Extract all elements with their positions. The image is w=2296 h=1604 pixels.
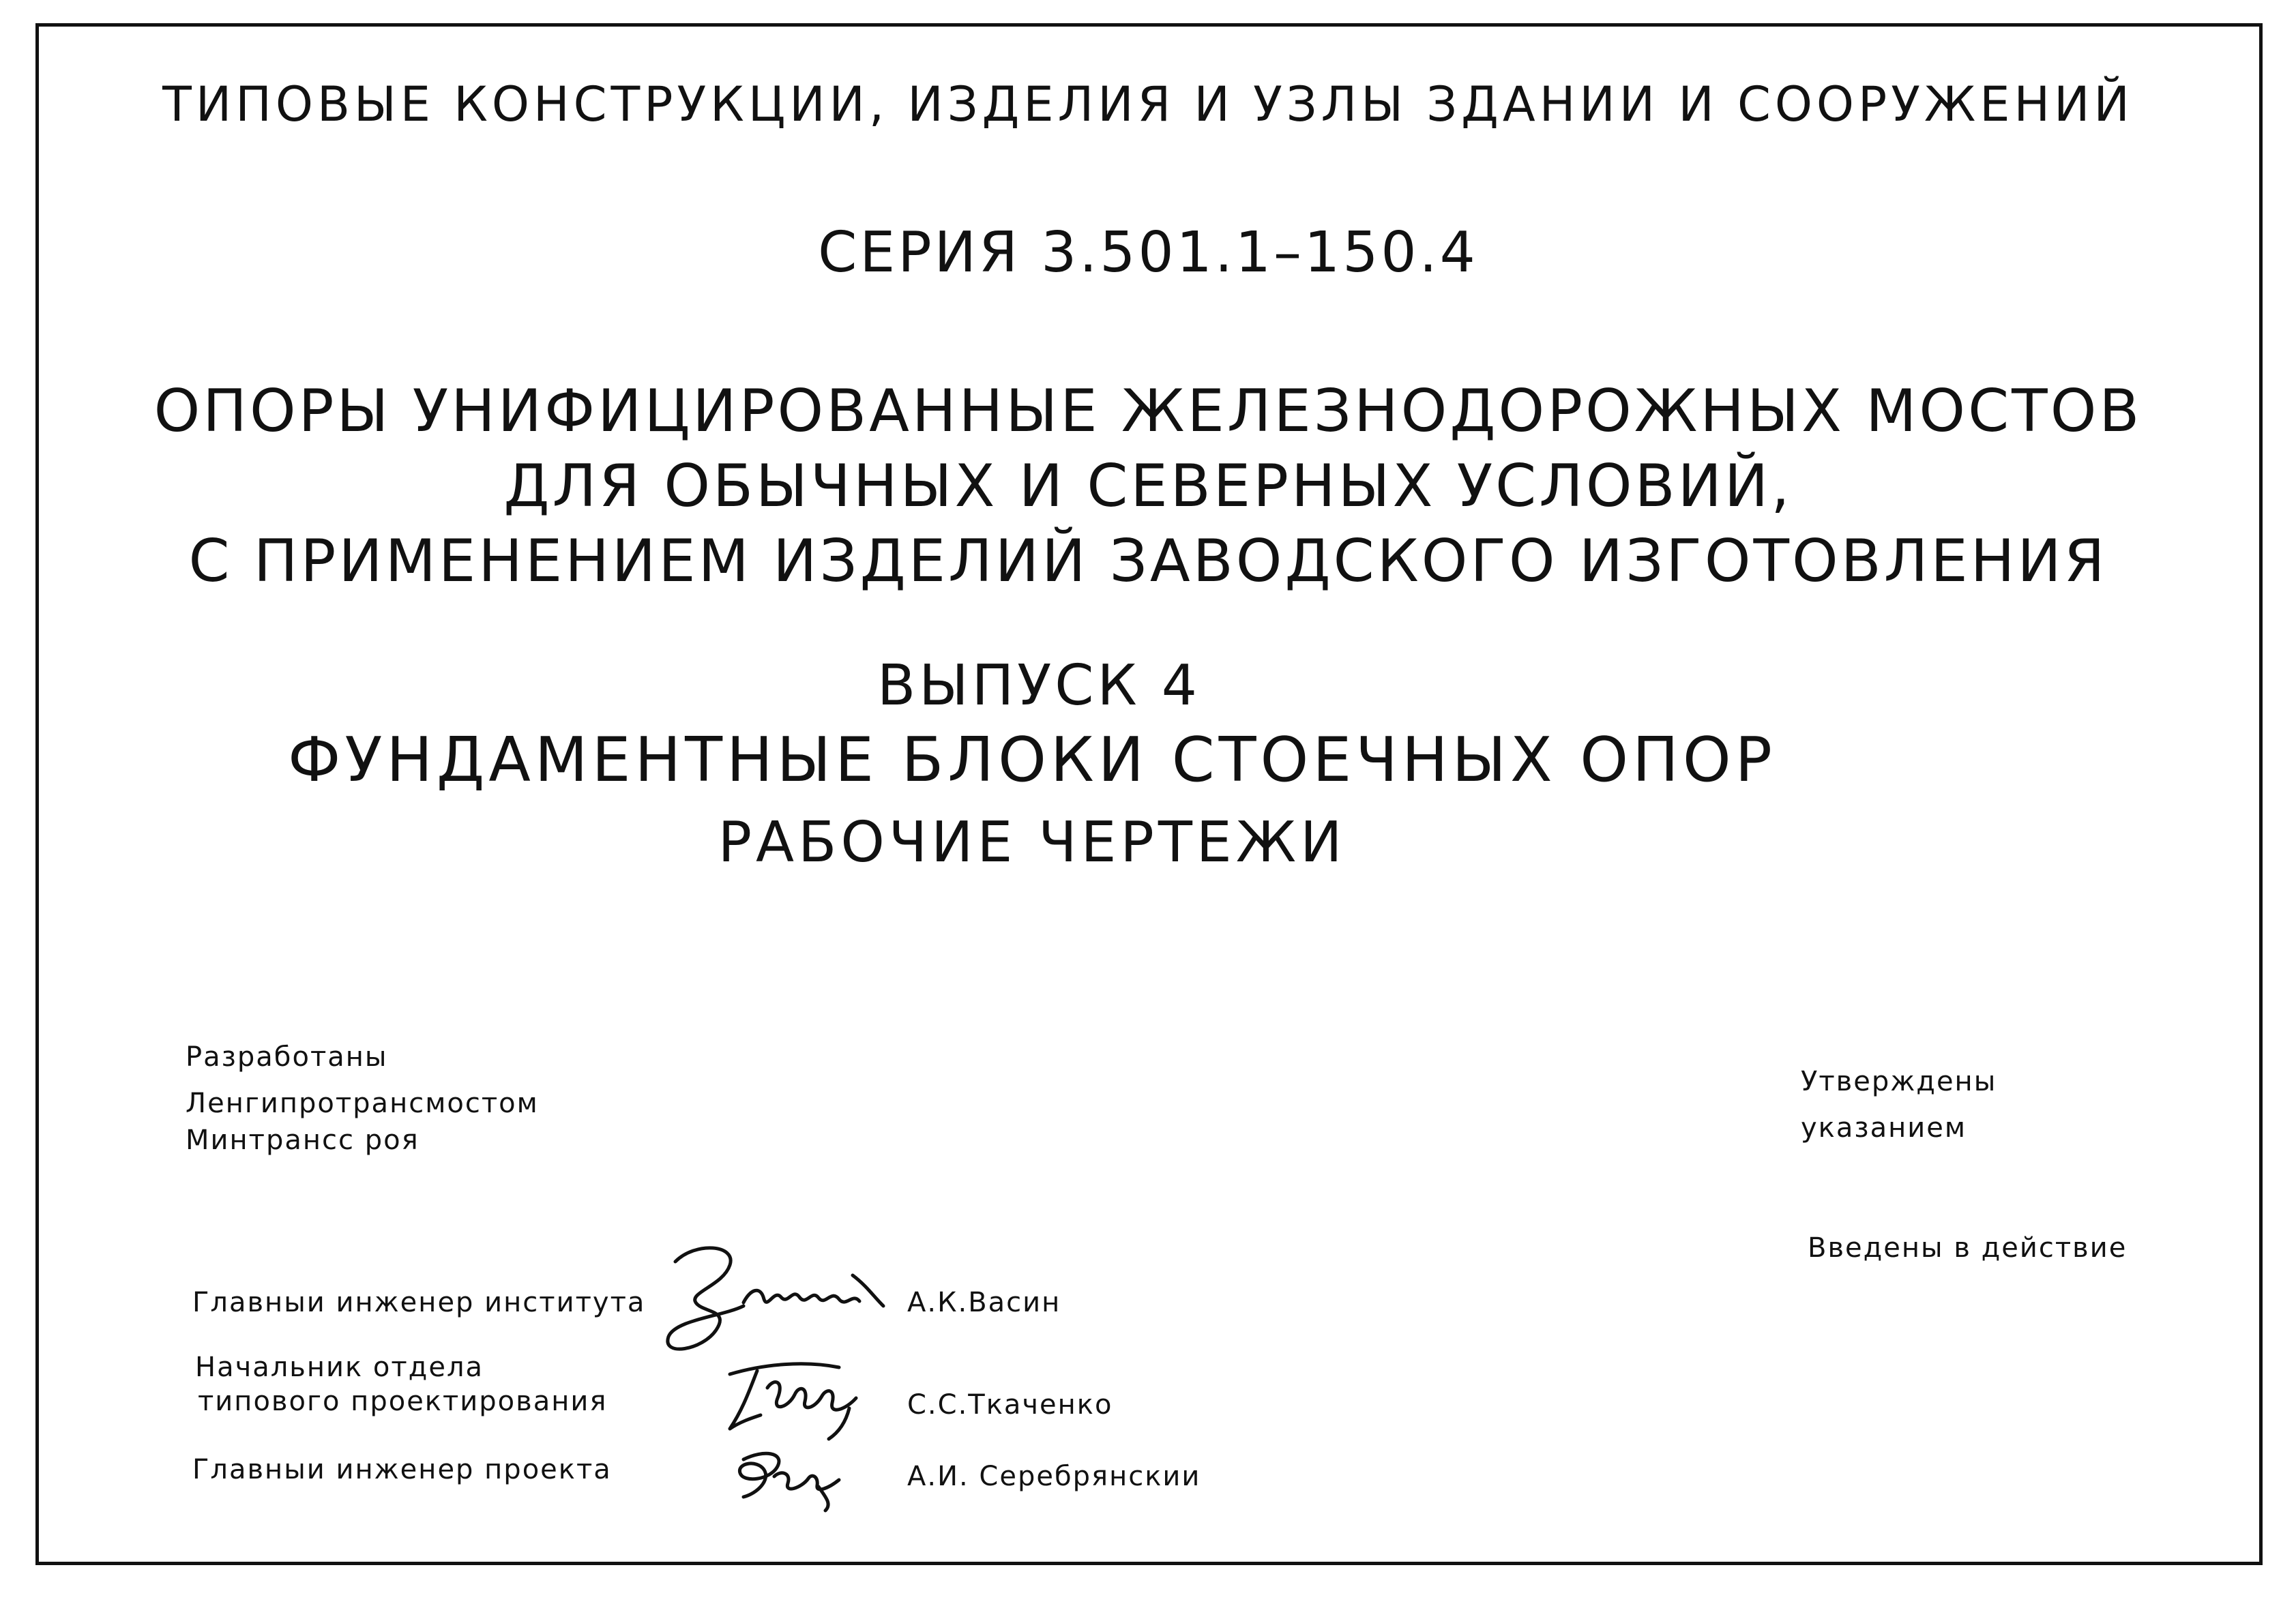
approved-label: Утверждены [1801, 1066, 1997, 1097]
series-heading: ТИПОВЫЕ КОНСТРУКЦИИ, ИЗДЕЛИЯ И УЗЛЫ ЗДАНИИ И СООРУЖЕНИЙ [162, 76, 2134, 132]
drawing-frame-top [35, 23, 2263, 27]
issue-type: РАБОЧИЕ ЧЕРТЕЖИ [718, 810, 1346, 875]
signatory-1-position: Главныи инженер института [192, 1287, 646, 1318]
signatory-2-name: С.С.Ткаченко [907, 1389, 1113, 1421]
issue-name: ФУНДАМЕНТНЫЕ БЛОКИ СТОЕЧНЫХ ОПОР [288, 724, 1776, 796]
drawing-frame-bottom [35, 1562, 2263, 1565]
signature-3 [716, 1439, 853, 1514]
signature-2 [709, 1347, 873, 1449]
signatory-3-position: Главныи инженер проекта [192, 1454, 612, 1485]
signatory-1-name: А.К.Васин [907, 1287, 1061, 1318]
approved-by: указанием [1801, 1112, 1967, 1144]
signatory-3-name: А.И. Серебрянскии [907, 1461, 1201, 1492]
developed-ministry: Минтрансс роя [186, 1125, 420, 1156]
title-line-1: ОПОРЫ УНИФИЦИРОВАННЫЕ ЖЕЛЕЗНОДОРОЖНЫХ МОСТОВ [153, 377, 2143, 445]
title-line-3: С ПРИМЕНЕНИЕМ ИЗДЕЛИЙ ЗАВОДСКОГО ИЗГОТОВЛЕНИЯ [188, 527, 2108, 595]
effective-label: Введены в действие [1808, 1232, 2128, 1264]
series-number: СЕРИЯ 3.501.1–150.4 [818, 220, 1478, 285]
issue-number: ВЫПУСК 4 [877, 653, 1201, 718]
title-line-2: ДЛЯ ОБЫЧНЫХ И СЕВЕРНЫХ УСЛОВИЙ, [503, 452, 1793, 520]
developed-org: Ленгипротрансмостом [186, 1088, 539, 1119]
developed-label: Разработаны [186, 1041, 388, 1073]
signatory-2-position-line-1: Начальник отдела [195, 1352, 484, 1383]
signatory-2-position-line-2: типового проектирования [198, 1386, 608, 1417]
